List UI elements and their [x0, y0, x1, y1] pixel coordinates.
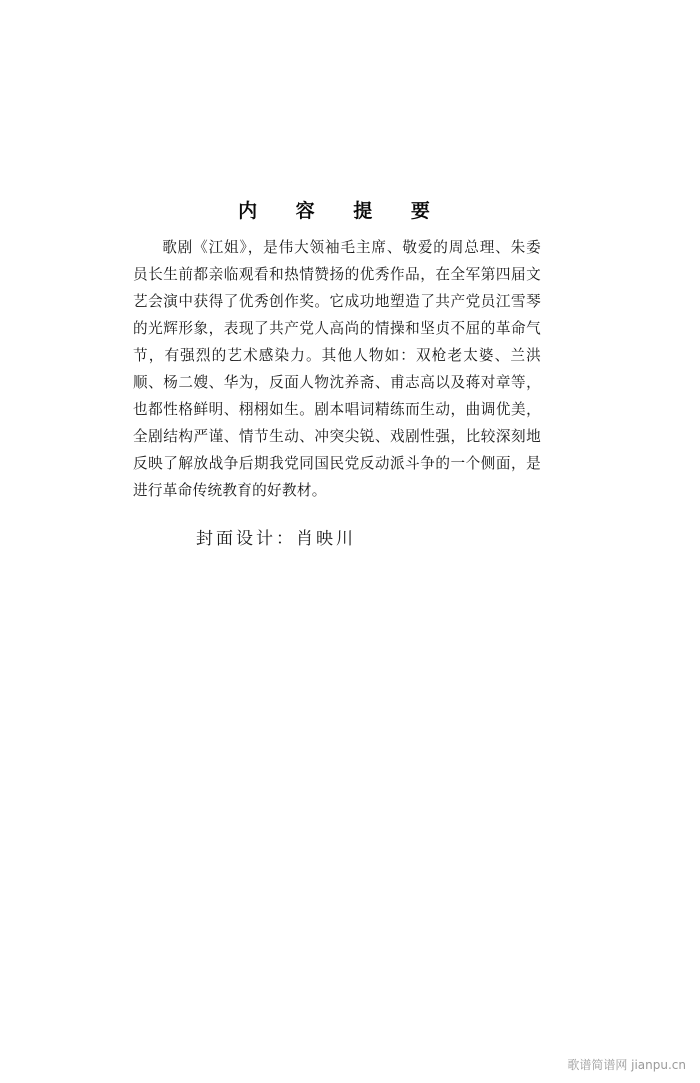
cover-design-credit: 封面设计：肖映川 — [196, 529, 356, 549]
page-title: 内 容 提 要 — [238, 200, 446, 222]
summary-paragraph: 歌剧《江姐》，是伟大领袖毛主席、敬爱的周总理、朱委员长生前都亲临观看和热情赞扬的优秀作品，在全军第四届文艺会演中获得了优秀创作奖。它成功地塑造了共产党员江雪琴的光辉形象，表现了共产党人高尚的情操和坚贞不屈的革命气节，有强烈的艺术感染力。其他人物如：双枪老太婆、兰洪顺、杨二嫂、华为，反面人物沈养斋、甫志高以及蒋对章等，也都性格鲜明、栩栩如生。剧本唱词精练而生动，曲调优美，全剧结构严谨、情节生动、冲突尖锐、戏剧性强，比较深刻地反映了解放战争后期我党同国民党反动派斗争的一个侧面，是进行革命传统教育的好教材。 — [133, 239, 541, 499]
site-watermark: 歌谱简谱网 jianpu.cn — [567, 1058, 686, 1072]
